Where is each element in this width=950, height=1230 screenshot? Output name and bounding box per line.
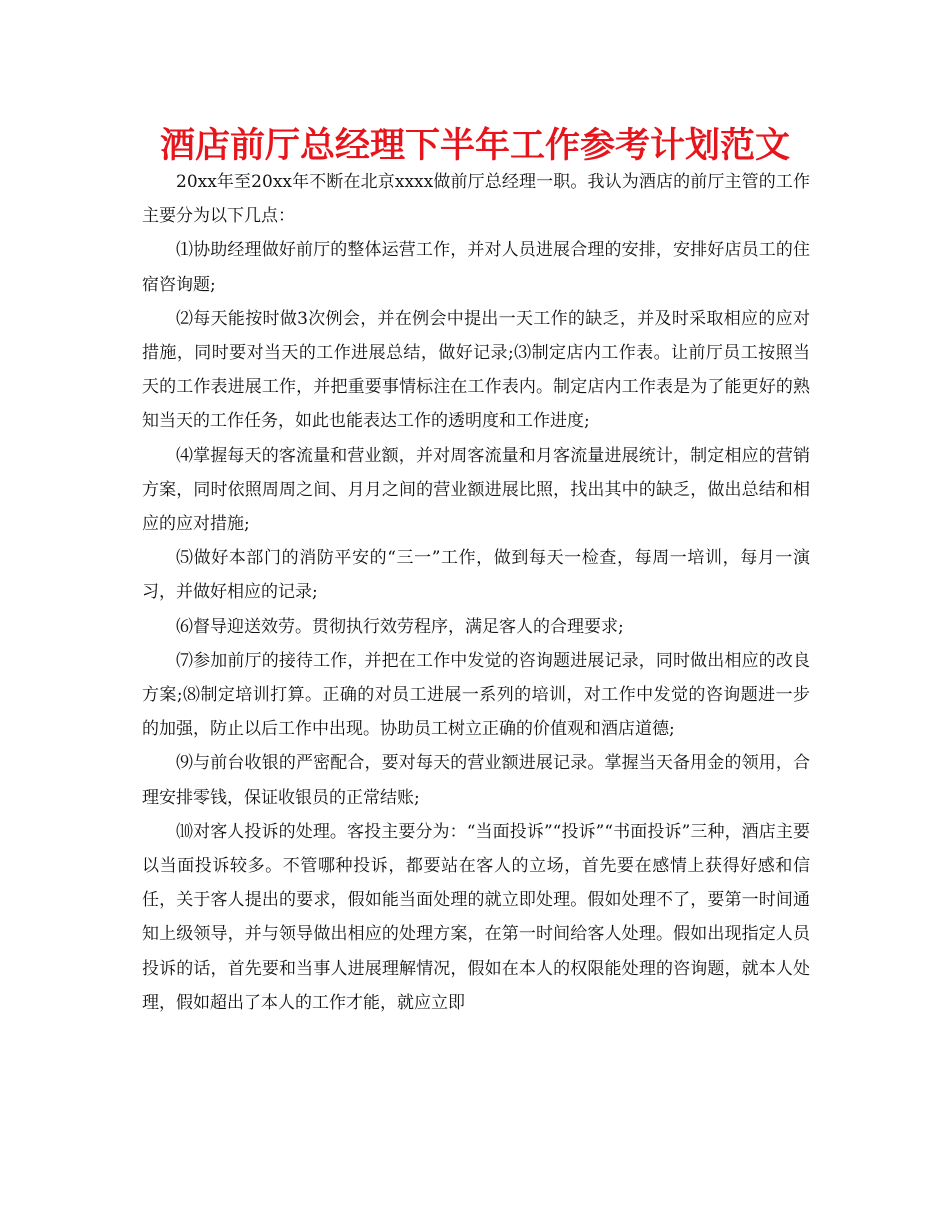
paragraph-item-2-3: ⑵每天能按时做3次例会，并在例会中提出一天工作的缺乏，并及时采取相应的应对措施，同时要对当天的工作进展总结，做好记录;⑶制定店内工作表。让前厅员工按照当天的工作表进展工作，并把重要事情标注在工作表内。制定店内工作表是为了能更好的熟知当天的工作任务，如此也能表达工作的透明度和工作进度; [142, 308, 810, 432]
paragraph-item-1: ⑴协助经理做好前厅的整体运营工作，并对人员进展合理的安排，安排好店员工的住宿咨询题; [142, 240, 810, 295]
document-title: 酒店前厅总经理下半年工作参考计划范文 [159, 126, 790, 166]
paragraph-item-7-8: ⑺参加前厅的接待工作，并把在工作中发觉的咨询题进展记录，同时做出相应的改良方案;⑻制定培训打算。正确的对员工进展一系列的培训，对工作中发觉的咨询题进一步的加强，防止以后工作中出现。协助员工树立正确的价值观和酒店道德; [142, 650, 810, 740]
paragraph-item-10: ⑽对客人投诉的处理。客投主要分为：“当面投诉”“投诉”“书面投诉”三种，酒店主要以当面投诉较多。不管哪种投诉，都要站在客人的立场，首先要在感情上获得好感和信任，关于客人提出的要求，假如能当面处理的就立即处理。假如处理不了，要第一时间通知上级领导，并与领导做出相应的处理方案，在第一时间给客人处理。假如出现指定人员投诉的话，首先要和当事人进展理解情况，假如在本人的权限能处理的咨询题，就本人处理，假如超出了本人的工作才能，就应立即 [142, 821, 810, 1013]
document-body [142, 165, 810, 1020]
paragraph-item-5: ⑸做好本部门的消防平安的“三一”工作，做到每天一检查，每周一培训，每月一演习，并做好相应的记录; [142, 548, 810, 603]
paragraph-intro: 20xx年至20xx年不断在北京xxxx做前厅总经理一职。我认为酒店的前厅主管的工作主要分为以下几点： [142, 172, 810, 227]
paragraph-item-6: ⑹督导迎送效劳。贯彻执行效劳程序，满足客人的合理要求; [176, 616, 624, 637]
paragraph-item-4: ⑷掌握每天的客流量和营业额，并对周客流量和月客流量进展统计，制定相应的营销方案，同时依照周周之间、月月之间的营业额进展比照，找出其中的缺乏，做出总结和相应的应对措施; [142, 445, 810, 535]
paragraph-item-9: ⑼与前台收银的严密配合，要对每天的营业额进展记录。掌握当天备用金的领用，合理安排零钱，保证收银员的正常结账; [142, 753, 810, 808]
